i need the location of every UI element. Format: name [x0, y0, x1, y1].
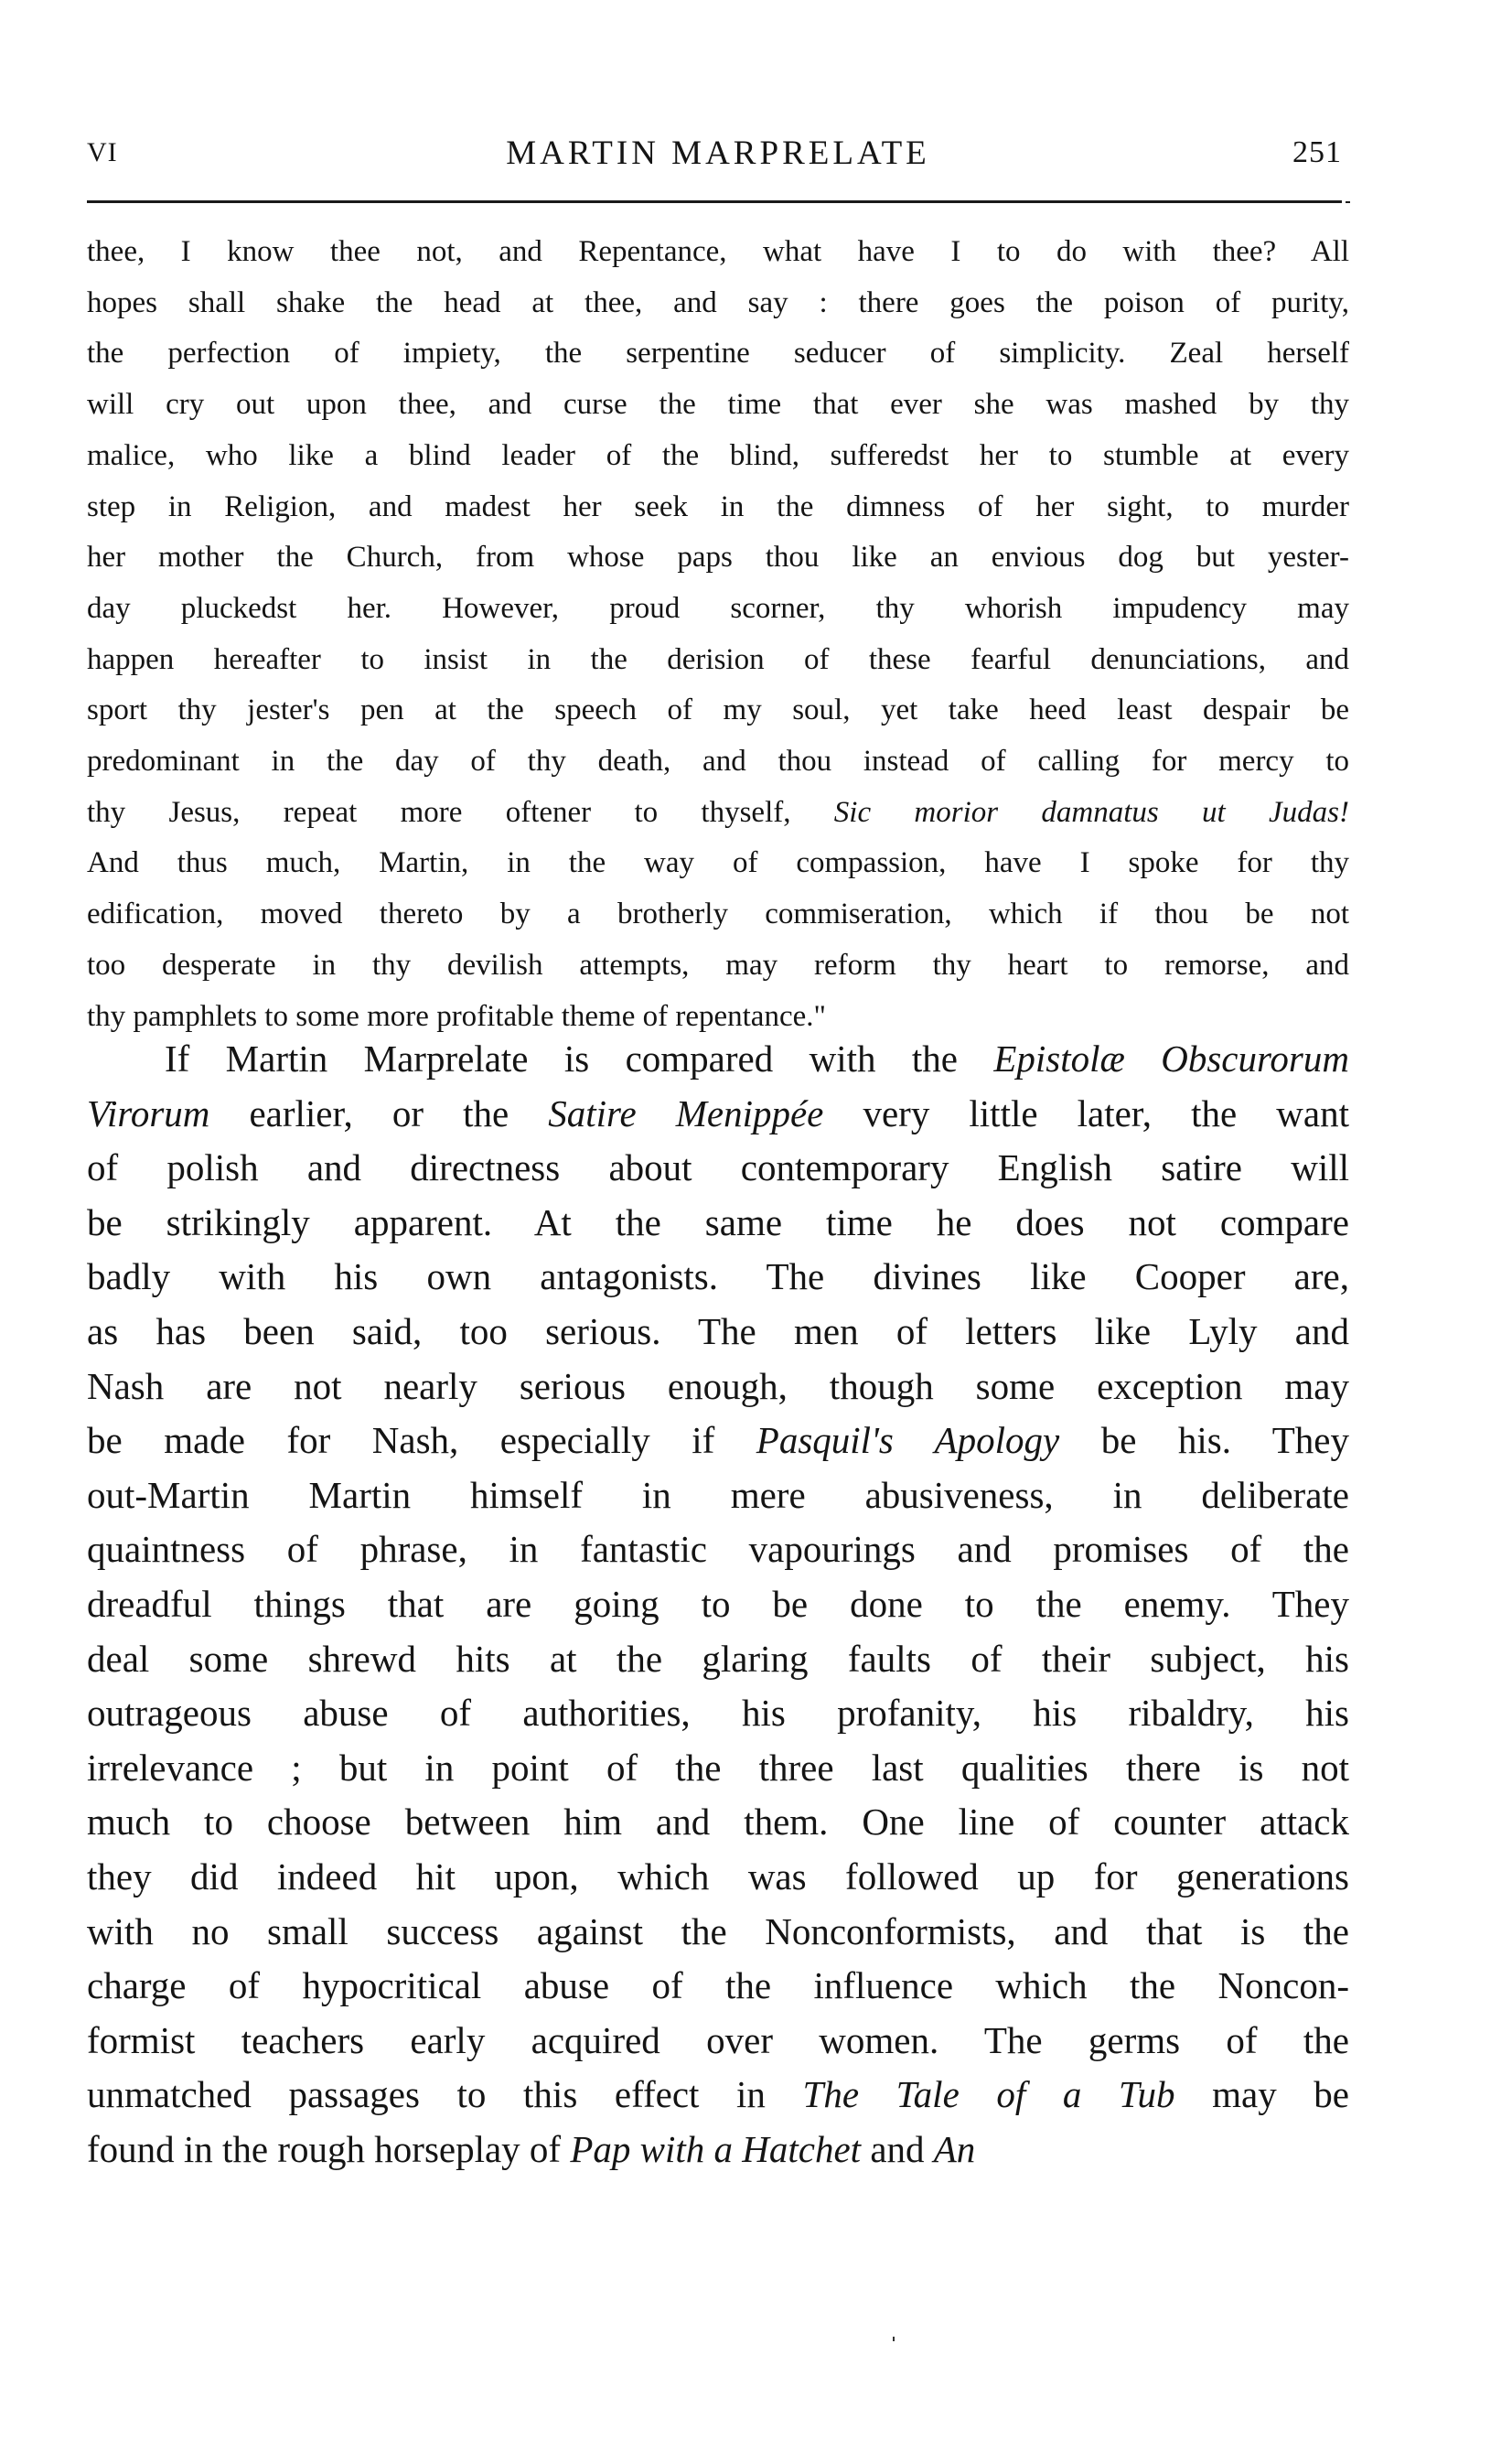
- text-run: malice, who like a blind leader of the blind, sufferedst her to stumble at every: [87, 438, 1349, 472]
- text-run: of polish and directness about contemporary English satire will: [87, 1146, 1349, 1189]
- text-run: predominant in the day of thy death, and thou instead of calling for mercy to: [87, 745, 1349, 779]
- text-run: And thus much, Martin, in the way of compassion, have I spoke for thy: [87, 846, 1349, 880]
- text-line: [87, 2068, 1349, 2123]
- text-run: hopes shall shake the head at thee, and say : there goes the poison of purity,: [87, 285, 1349, 319]
- italic-title-text: Satire Menippée: [548, 1091, 824, 1134]
- quoted-passage: [87, 227, 1349, 1042]
- text-line: [87, 1632, 1349, 1687]
- print-speck: [893, 2337, 895, 2341]
- text-line: [87, 1905, 1349, 1960]
- text-line: [87, 1305, 1349, 1360]
- text-run: thy Jesus, repeat more oftener to thyself,: [87, 795, 834, 829]
- text-run: very little later, the want: [823, 1091, 1349, 1134]
- text-line: [87, 1250, 1349, 1305]
- text-run: quaintness of phrase, in fantastic vapourings and promises of the: [87, 1528, 1349, 1571]
- text-run: happen hereafter to insist in the derision of these fearful denunciations, and: [87, 642, 1349, 676]
- text-line: [87, 1686, 1349, 1741]
- text-line: [87, 685, 1349, 736]
- chapter-number: VI: [87, 137, 118, 167]
- text-line: [87, 1087, 1349, 1142]
- text-line: [87, 2123, 1349, 2177]
- text-run: her mother the Church, from whose paps thou like an envious dog but yester-: [87, 541, 1349, 575]
- text-run: formist teachers early acquired over women. The germs of the: [87, 2018, 1349, 2061]
- text-run: charge of hypocritical abuse of the influence which the Noncon-: [87, 1964, 1349, 2007]
- text-run: edification, moved thereto by a brotherly commiseration, which if thou be not: [87, 898, 1349, 931]
- text-run: earlier, or the: [209, 1091, 549, 1134]
- text-run: they did indeed hit upon, which was followed up for generations: [87, 1855, 1349, 1898]
- text-line: [87, 1414, 1349, 1468]
- text-line: [87, 1850, 1349, 1905]
- text-line: [87, 1741, 1349, 1796]
- text-line: [87, 736, 1349, 788]
- italic-title-text: The Tale of a Tub: [802, 2073, 1175, 2116]
- italic-title-text: Pap with a Hatchet: [570, 2127, 862, 2170]
- text-run: too desperate in thy devilish attempts, may reform thy heart to remorse, and: [87, 948, 1349, 982]
- text-line: [87, 328, 1349, 380]
- text-run: may be: [1174, 2073, 1350, 2116]
- text-run: be his. They: [1059, 1419, 1349, 1462]
- text-run: outrageous abuse of authorities, his profanity, his ribaldry, his: [87, 1692, 1349, 1735]
- text-run: badly with his own antagonists. The divines like Cooper are,: [87, 1255, 1349, 1298]
- text-run: will cry out upon thee, and curse the time that ever she was mashed by thy: [87, 388, 1349, 422]
- text-line: [87, 838, 1349, 889]
- text-line: [87, 380, 1349, 431]
- text-line: [87, 941, 1349, 992]
- text-line: [87, 1032, 1349, 1087]
- text-run: thy pamphlets to some more profitable theme of repentance.": [87, 999, 826, 1033]
- text-run: found in the rough horseplay of: [87, 2127, 571, 2170]
- header-rule: [87, 200, 1342, 203]
- text-run: unmatched passages to this effect in: [87, 2073, 803, 2116]
- text-run: out-Martin Martin himself in mere abusiveness, in deliberate: [87, 1473, 1349, 1516]
- italic-title-text: Epistolæ Obscurorum: [993, 1037, 1350, 1080]
- header-rule-end-mark: [1346, 201, 1350, 203]
- text-run: step in Religion, and madest her seek in the dimness of her sight, to murder: [87, 489, 1349, 523]
- text-run: day pluckedst her. However, proud scorner, thy whorish impudency may: [87, 591, 1349, 625]
- text-run: thee, I know thee not, and Repentance, what have I to do with thee? All: [87, 235, 1349, 268]
- text-run: irrelevance ; but in point of the three last qualities there is not: [87, 1746, 1349, 1789]
- text-line: [87, 635, 1349, 686]
- text-run: as has been said, too serious. The men of letters like Lyly and: [87, 1309, 1349, 1352]
- italic-title-text: Virorum: [87, 1091, 210, 1134]
- body-paragraph: [87, 1032, 1349, 2177]
- text-run: much to choose between him and them. One line of counter attack: [87, 1801, 1349, 1844]
- text-line: [87, 1141, 1349, 1196]
- text-run: the perfection of impiety, the serpentine seducer of simplicity. Zeal herself: [87, 337, 1349, 371]
- text-line: [87, 1468, 1349, 1523]
- text-run: Nash are not nearly serious enough, though some exception may: [87, 1364, 1349, 1407]
- text-run: be strikingly apparent. At the same time he does not compare: [87, 1200, 1349, 1243]
- text-line: [87, 584, 1349, 635]
- italic-title-text: An: [933, 2127, 976, 2170]
- text-line: [87, 1522, 1349, 1577]
- text-line: [87, 1959, 1349, 2014]
- text-line: [87, 1577, 1349, 1632]
- text-line: [87, 1196, 1349, 1251]
- text-line: [87, 2014, 1349, 2069]
- text-line: [87, 431, 1349, 482]
- text-line: [87, 788, 1349, 839]
- text-run: be made for Nash, especially if: [87, 1419, 756, 1462]
- italic-title-text: Pasquil's Apology: [756, 1419, 1060, 1462]
- text-run: with no small success against the Nonconformists, and that is the: [87, 1909, 1349, 1952]
- running-head: [87, 134, 1349, 179]
- text-run: and: [861, 2127, 934, 2170]
- text-run: dreadful things that are going to be done to the enemy. They: [87, 1582, 1349, 1625]
- text-run: If Martin Marprelate is compared with the: [165, 1037, 994, 1080]
- text-line: [87, 278, 1349, 329]
- running-title: MARTIN MARPRELATE: [506, 134, 930, 172]
- page-number: 251: [1292, 135, 1342, 169]
- text-line: [87, 227, 1349, 278]
- text-line: [87, 482, 1349, 533]
- text-line: [87, 889, 1349, 941]
- text-line: [87, 1360, 1349, 1414]
- text-line: [87, 532, 1349, 584]
- text-run: deal some shrewd hits at the glaring faults of their subject, his: [87, 1637, 1349, 1680]
- text-line: [87, 1795, 1349, 1850]
- text-run: sport thy jester's pen at the speech of my soul, yet take heed least despair be: [87, 693, 1349, 727]
- italic-title-text: Sic morior damnatus ut Judas!: [833, 795, 1349, 829]
